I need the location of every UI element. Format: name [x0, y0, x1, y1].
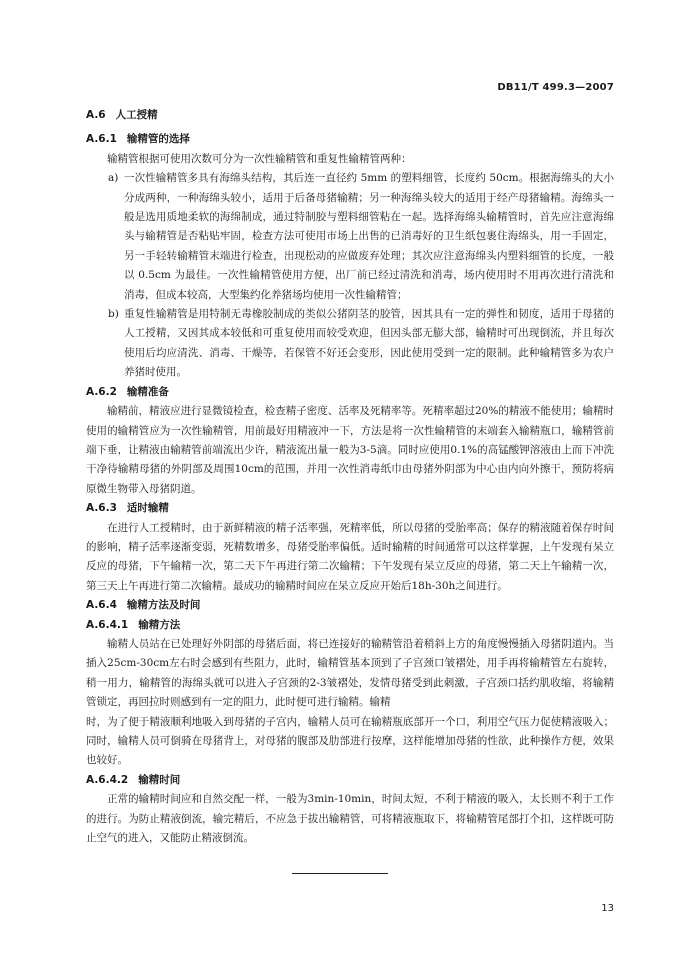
list-marker: b) — [108, 308, 119, 321]
list-item-b — [86, 305, 614, 383]
section-number: A.6.4.2 — [86, 773, 129, 786]
section-title: 人工授精 — [115, 109, 158, 121]
section-title: 适时输精 — [126, 502, 169, 515]
list-item-text: 一次性输精管多具有海绵头结构，其后连一直径约 5mm 的塑料细管，长度约 50cm。根据海绵头的大小分成两种，一种海绵头较小，适用于后备母猪输精；另一种海绵头较大的适用于经产母猪输精。海绵头一般是选用质地柔软的海绵制成，通过特制胶与塑料细管粘在一起。选择海绵头输精管时，首先应注意海绵头与输精管是否粘贴牢固，检查方法可使用市场上出售的已消毒好的卫生纸包裹住海绵头，用一手固定，另一手轻转输精管末端进行检查，出现松动的应做废弃处理；其次应注意海绵头内塑料细管的长度，一般以 0.5cm 为最佳。一次性输精管使用方便，出厂前已经过清洗和消毒，场内使用时不用再次进行清洗和消毒，但成本较高，大型集约化养猪场均使用一次性输精管； — [124, 172, 614, 301]
section-heading-a642 — [86, 771, 614, 790]
section-number: A.6.4.1 — [86, 618, 129, 631]
section-number: A.6.2 — [86, 385, 117, 398]
section-heading-a6 — [86, 106, 614, 125]
footer-divider — [292, 873, 388, 874]
section-heading-a641 — [86, 616, 614, 635]
paragraph: 正常的输精时间应和自然交配一样，一般为3min-10min，时间太短，不利于精液的吸入，太长则不利于工作的进行。为防止精液倒流，输完精后，不应急于拔出输精管，可将精液瓶取下，将输精管尾部打个扣，这样既可防止空气的进入，又能防止精液倒流。 — [86, 793, 614, 845]
section-heading-a62 — [86, 383, 614, 402]
section-number: A.6.3 — [86, 502, 117, 515]
section-title: 输精方法 — [138, 618, 181, 631]
section-heading-a64 — [86, 596, 614, 615]
page-number: 13 — [601, 903, 614, 914]
section-number: A.6.1 — [86, 133, 117, 146]
paragraph-intro: 输精管根据可使用次数可分为一次性输精管和重复性输精管两种： — [107, 152, 412, 165]
section-heading-a61 — [86, 130, 614, 149]
section-title: 输精管的选择 — [126, 133, 190, 146]
section-number: A.6 — [86, 109, 106, 121]
list-item-a — [86, 169, 614, 305]
document-id: DB11/T 499.3—2007 — [497, 82, 614, 93]
section-title: 输精时间 — [138, 773, 181, 786]
list-marker: a) — [108, 172, 119, 185]
section-number: A.6.4 — [86, 599, 117, 612]
document-body — [86, 106, 614, 848]
paragraph-continued: 时，为了便于精液顺利地吸入到母猪的子宫内，输精人员可在输精瓶底部开一个口，利用空气压力促使精液吸入；同时，输精人员可倒骑在母猪背上，对母猪的腹部及肋部进行按摩，这样能增加母猪的性欲，此种操作方便，效果也较好。 — [86, 715, 614, 767]
paragraph: 在进行人工授精时，由于新鲜精液的精子活率强，死精率低，所以母猪的受胎率高；保存的精液随着保存时间的影响，精子活率逐渐变弱，死精数增多，母猪受胎率偏低。适时输精的时间通常可以这样掌握，上午发现有呆立反应的母猪，下午输精一次，第二天下午再进行第二次输精；下午发现有呆立反应的母猪，第二天上午输精一次，第三天上午再进行第二次输精。最成功的输精时间应在呆立反应开始后18h-30h之间进行。 — [86, 521, 614, 592]
section-heading-a63 — [86, 499, 614, 518]
list-item-text: 重复性输精管是用特制无毒橡胶制成的类似公猪阴茎的胶管，因其具有一定的弹性和韧度，适用于母猪的人工授精，又因其成本较低和可重复使用而较受欢迎，但因头部无膨大部，输精时可出现倒流，并且每次使用后均应清洗、消毒、干燥等，若保管不好还会变形，因此使用受到一定的限制。此种输精管多为农户养猪时使用。 — [124, 308, 614, 379]
paragraph: 输精人员站在已处理好外阴部的母猪后面，将已连接好的输精管沿着稍斜上方的角度慢慢插入母猪阴道内。当插入25cm-30cm左右时会感到有些阻力，此时，输精管基本顶到了子宫颈口皱褶处，用手再将输精管左右旋转，稍一用力，输精管的海绵头就可以进入子宫颈的2-3皱褶处，发情母猪受到此刺激，子宫颈口括约肌收缩，将输精管锁定，再回拉时则感到有一定的阻力，此时便可进行输精。输精 — [86, 637, 614, 709]
paragraph: 输精前，精液应进行显微镜检查，检查精子密度、活率及死精率等。死精率超过20%的精液不能使用；输精时使用的输精管应为一次性输精管，用前最好用精液冲一下，方法是将一次性输精管的末端套入输精瓶口，输精管前端下垂，让精液由输精管前端流出少许，精液流出量一般为3-5滴。同时应使用0.1%的高锰酸钾溶液由上而下冲洗干净待输精母猪的外阴部及周围10cm的范围，并用一次性消毒纸巾由母猪外阴部为中心由内向外擦干，预防将病原微生物带入母猪阴道。 — [86, 405, 614, 495]
section-title: 输精准备 — [126, 385, 169, 398]
section-title: 输精方法及时间 — [126, 599, 201, 612]
